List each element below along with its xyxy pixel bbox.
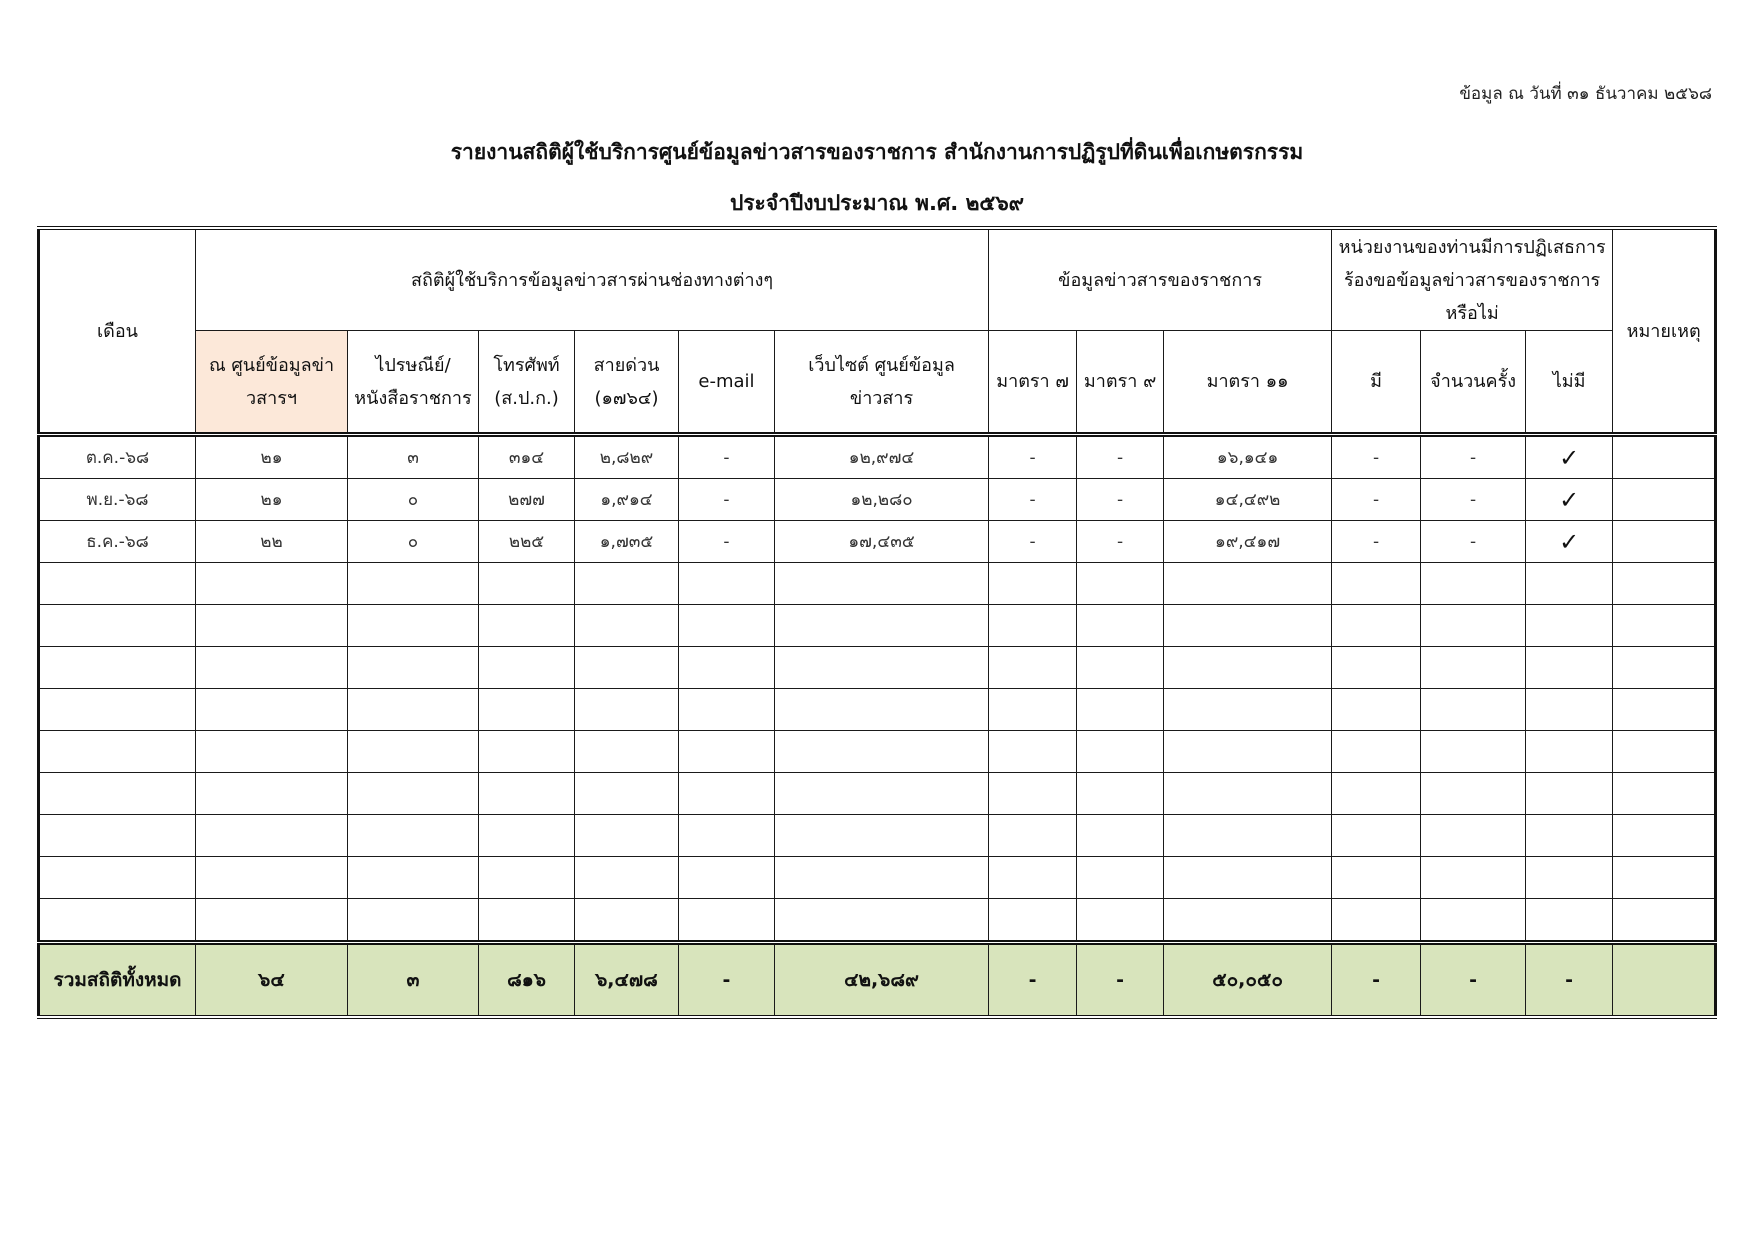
cell-month [39, 647, 196, 689]
header-email: e-mail [679, 331, 775, 435]
cell-yes [1332, 899, 1421, 943]
cell-center [196, 605, 348, 647]
cell-sec7: - [989, 521, 1077, 563]
cell-count [1421, 563, 1526, 605]
cell-remark [1613, 731, 1716, 773]
cell-count [1421, 647, 1526, 689]
total-mail: ๓ [348, 943, 479, 1018]
cell-center [196, 689, 348, 731]
header-sec9: มาตรา ๙ [1077, 331, 1164, 435]
cell-email [679, 773, 775, 815]
cell-email: - [679, 435, 775, 479]
cell-phone [479, 857, 575, 899]
total-sec11: ๕๐,๐๕๐ [1164, 943, 1332, 1018]
cell-sec9: - [1077, 435, 1164, 479]
total-remark [1613, 943, 1716, 1018]
cell-count [1421, 857, 1526, 899]
cell-center [196, 773, 348, 815]
total-label: รวมสถิติทั้งหมด [39, 943, 196, 1018]
cell-remark [1613, 647, 1716, 689]
cell-remark [1613, 899, 1716, 943]
cell-email [679, 731, 775, 773]
cell-sec11 [1164, 605, 1332, 647]
cell-center [196, 563, 348, 605]
cell-mail [348, 815, 479, 857]
cell-count [1421, 899, 1526, 943]
empty-row [39, 857, 1716, 899]
cell-email [679, 689, 775, 731]
cell-mail [348, 899, 479, 943]
empty-row [39, 899, 1716, 943]
cell-sec7 [989, 857, 1077, 899]
cell-count: - [1421, 521, 1526, 563]
cell-sec11 [1164, 773, 1332, 815]
cell-remark [1613, 435, 1716, 479]
cell-no: ✓ [1526, 521, 1613, 563]
cell-sec9 [1077, 731, 1164, 773]
cell-sec11 [1164, 647, 1332, 689]
cell-remark [1613, 857, 1716, 899]
cell-email: - [679, 479, 775, 521]
as-of-date: ข้อมูล ณ วันที่ ๓๑ ธันวาคม ๒๕๖๘ [1459, 84, 1712, 104]
cell-remark [1613, 689, 1716, 731]
cell-no [1526, 647, 1613, 689]
cell-email [679, 605, 775, 647]
empty-row [39, 773, 1716, 815]
cell-no: ✓ [1526, 479, 1613, 521]
cell-no: ✓ [1526, 435, 1613, 479]
cell-count: - [1421, 479, 1526, 521]
total-no: - [1526, 943, 1613, 1018]
cell-remark [1613, 479, 1716, 521]
cell-month [39, 899, 196, 943]
cell-phone: ๓๑๔ [479, 435, 575, 479]
cell-center: ๒๑ [196, 479, 348, 521]
cell-website [775, 647, 989, 689]
header-group-channels: สถิติผู้ใช้บริการข้อมูลข่าวสารผ่านช่องทางต่างๆ [196, 228, 989, 331]
total-row [39, 943, 1716, 1018]
cell-hotline [575, 605, 679, 647]
header-mail: ไปรษณีย์/ หนังสือราชการ [348, 331, 479, 435]
cell-mail: ๐ [348, 479, 479, 521]
cell-mail [348, 773, 479, 815]
cell-sec7 [989, 647, 1077, 689]
total-website: ๔๒,๖๘๙ [775, 943, 989, 1018]
cell-remark [1613, 815, 1716, 857]
header-yes: มี [1332, 331, 1421, 435]
cell-yes [1332, 773, 1421, 815]
cell-sec9 [1077, 899, 1164, 943]
cell-hotline [575, 857, 679, 899]
cell-website [775, 731, 989, 773]
header-website: เว็บไซต์ ศูนย์ข้อมูลข่าวสาร [775, 331, 989, 435]
header-sec7: มาตรา ๗ [989, 331, 1077, 435]
total-count: - [1421, 943, 1526, 1018]
cell-mail [348, 647, 479, 689]
cell-count: - [1421, 435, 1526, 479]
cell-center [196, 857, 348, 899]
cell-website [775, 605, 989, 647]
cell-count [1421, 815, 1526, 857]
header-count: จำนวนครั้ง [1421, 331, 1526, 435]
cell-yes: - [1332, 479, 1421, 521]
cell-sec9 [1077, 815, 1164, 857]
cell-website: ๑๗,๔๓๕ [775, 521, 989, 563]
cell-center: ๒๒ [196, 521, 348, 563]
cell-sec9 [1077, 647, 1164, 689]
cell-phone [479, 689, 575, 731]
table-body [39, 435, 1716, 1018]
cell-sec11 [1164, 857, 1332, 899]
header-group-refusal: หน่วยงานของท่านมีการปฏิเสธการร้องขอข้อมูลข่าวสารของราชการหรือไม่ [1332, 228, 1613, 331]
cell-sec7 [989, 689, 1077, 731]
cell-hotline: ๒,๘๒๙ [575, 435, 679, 479]
cell-phone [479, 815, 575, 857]
total-hotline: ๖,๔๗๘ [575, 943, 679, 1018]
cell-website [775, 689, 989, 731]
empty-row [39, 605, 1716, 647]
cell-center [196, 815, 348, 857]
cell-email [679, 563, 775, 605]
cell-hotline [575, 815, 679, 857]
total-sec9: - [1077, 943, 1164, 1018]
cell-mail [348, 689, 479, 731]
cell-website [775, 773, 989, 815]
total-center: ๖๔ [196, 943, 348, 1018]
cell-sec11 [1164, 563, 1332, 605]
cell-website [775, 815, 989, 857]
cell-remark [1613, 773, 1716, 815]
cell-month: ต.ค.-๖๘ [39, 435, 196, 479]
report-title: รายงานสถิติผู้ใช้บริการศูนย์ข้อมูลข่าวสารของราชการ สำนักงานการปฏิรูปที่ดินเพื่อเกษตรกรรม [450, 140, 1304, 164]
header-remark: หมายเหตุ [1613, 228, 1716, 435]
cell-month: พ.ย.-๖๘ [39, 479, 196, 521]
cell-month [39, 815, 196, 857]
cell-no [1526, 563, 1613, 605]
header-group-info: ข้อมูลข่าวสารของราชการ [989, 228, 1332, 331]
cell-sec7 [989, 605, 1077, 647]
empty-row [39, 563, 1716, 605]
cell-remark [1613, 605, 1716, 647]
cell-hotline [575, 773, 679, 815]
cell-website [775, 563, 989, 605]
cell-yes [1332, 605, 1421, 647]
total-email: - [679, 943, 775, 1018]
cell-mail: ๓ [348, 435, 479, 479]
empty-row [39, 731, 1716, 773]
cell-phone [479, 647, 575, 689]
cell-hotline [575, 647, 679, 689]
cell-hotline [575, 899, 679, 943]
cell-email: - [679, 521, 775, 563]
cell-sec7: - [989, 479, 1077, 521]
cell-yes [1332, 647, 1421, 689]
cell-phone: ๒๒๕ [479, 521, 575, 563]
cell-sec9 [1077, 857, 1164, 899]
cell-mail [348, 605, 479, 647]
cell-sec7 [989, 731, 1077, 773]
cell-phone [479, 773, 575, 815]
cell-sec7 [989, 899, 1077, 943]
statistics-table [37, 226, 1717, 1019]
cell-yes: - [1332, 521, 1421, 563]
cell-count [1421, 605, 1526, 647]
cell-sec11: ๑๙,๔๑๗ [1164, 521, 1332, 563]
report-subtitle: ประจำปีงบประมาณ พ.ศ. ๒๕๖๙ [729, 191, 1025, 215]
cell-phone [479, 731, 575, 773]
cell-sec11 [1164, 815, 1332, 857]
cell-sec7: - [989, 435, 1077, 479]
cell-no [1526, 689, 1613, 731]
table-row [39, 435, 1716, 479]
cell-no [1526, 731, 1613, 773]
cell-hotline: ๑,๗๓๕ [575, 521, 679, 563]
header-no: ไม่มี [1526, 331, 1613, 435]
header-phone: โทรศัพท์ (ส.ป.ก.) [479, 331, 575, 435]
cell-sec11: ๑๖,๑๔๑ [1164, 435, 1332, 479]
table-row [39, 521, 1716, 563]
cell-email [679, 815, 775, 857]
cell-hotline [575, 689, 679, 731]
cell-sec11 [1164, 689, 1332, 731]
cell-website: ๑๒,๒๘๐ [775, 479, 989, 521]
cell-sec9 [1077, 773, 1164, 815]
cell-count [1421, 689, 1526, 731]
cell-month [39, 731, 196, 773]
cell-no [1526, 773, 1613, 815]
cell-center [196, 731, 348, 773]
cell-no [1526, 857, 1613, 899]
cell-center [196, 647, 348, 689]
cell-email [679, 647, 775, 689]
cell-yes [1332, 731, 1421, 773]
cell-hotline: ๑,๙๑๔ [575, 479, 679, 521]
cell-mail [348, 563, 479, 605]
cell-sec9: - [1077, 479, 1164, 521]
cell-website [775, 857, 989, 899]
cell-month [39, 605, 196, 647]
cell-phone [479, 899, 575, 943]
cell-sec7 [989, 773, 1077, 815]
total-sec7: - [989, 943, 1077, 1018]
cell-remark [1613, 521, 1716, 563]
cell-yes [1332, 563, 1421, 605]
cell-sec11 [1164, 899, 1332, 943]
cell-hotline [575, 731, 679, 773]
cell-yes [1332, 857, 1421, 899]
cell-yes: - [1332, 435, 1421, 479]
cell-month [39, 563, 196, 605]
cell-center: ๒๑ [196, 435, 348, 479]
header-month: เดือน [39, 228, 196, 435]
table-row [39, 479, 1716, 521]
cell-hotline [575, 563, 679, 605]
cell-sec7 [989, 563, 1077, 605]
cell-no [1526, 605, 1613, 647]
cell-month [39, 689, 196, 731]
cell-mail [348, 857, 479, 899]
cell-website [775, 899, 989, 943]
cell-sec9 [1077, 563, 1164, 605]
total-phone: ๘๑๖ [479, 943, 575, 1018]
cell-sec7 [989, 815, 1077, 857]
cell-count [1421, 773, 1526, 815]
cell-sec9 [1077, 605, 1164, 647]
cell-phone [479, 605, 575, 647]
total-yes: - [1332, 943, 1421, 1018]
cell-sec11: ๑๔,๔๙๒ [1164, 479, 1332, 521]
cell-center [196, 899, 348, 943]
cell-month [39, 773, 196, 815]
cell-remark [1613, 563, 1716, 605]
cell-phone: ๒๗๗ [479, 479, 575, 521]
cell-no [1526, 815, 1613, 857]
empty-row [39, 689, 1716, 731]
cell-mail [348, 731, 479, 773]
cell-email [679, 857, 775, 899]
cell-no [1526, 899, 1613, 943]
empty-row [39, 647, 1716, 689]
cell-sec9 [1077, 689, 1164, 731]
cell-yes [1332, 815, 1421, 857]
cell-month [39, 857, 196, 899]
cell-sec9: - [1077, 521, 1164, 563]
header-hotline: สายด่วน (๑๗๖๔) [575, 331, 679, 435]
cell-email [679, 899, 775, 943]
header-center: ณ ศูนย์ข้อมูลข่าวสารฯ [196, 331, 348, 435]
empty-row [39, 815, 1716, 857]
cell-month: ธ.ค.-๖๘ [39, 521, 196, 563]
cell-count [1421, 731, 1526, 773]
cell-sec11 [1164, 731, 1332, 773]
cell-mail: ๐ [348, 521, 479, 563]
cell-phone [479, 563, 575, 605]
cell-yes [1332, 689, 1421, 731]
cell-website: ๑๒,๙๗๔ [775, 435, 989, 479]
header-sec11: มาตรา ๑๑ [1164, 331, 1332, 435]
